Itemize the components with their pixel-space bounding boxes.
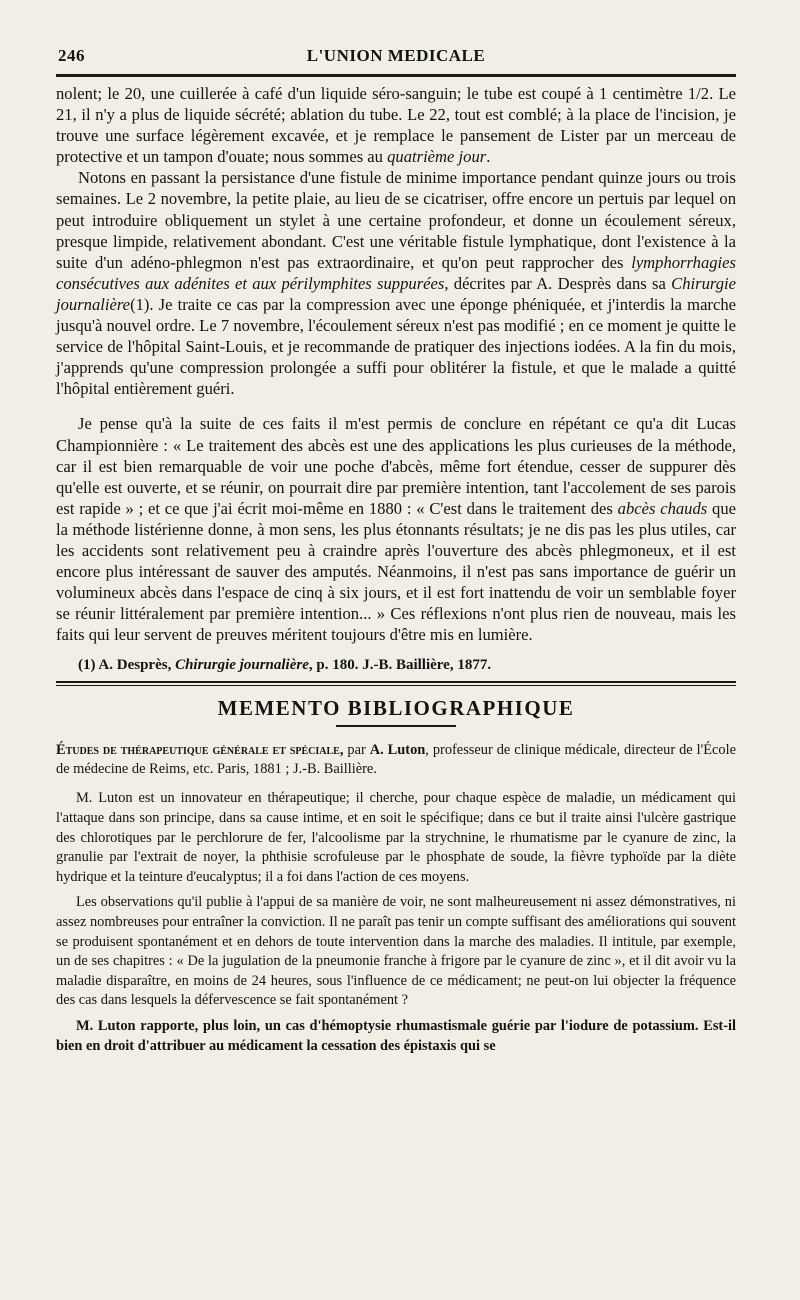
page-number: 246 [58,46,85,65]
running-head [56,40,736,68]
book-entry: Études de thérapeutique générale et spéciale, par A. Luton, professeur de clinique médicale, directeur de l'École de médecine de Reims, etc. Paris, 1881 ; J.-B. Baillière. [56,742,736,778]
book-review [56,789,736,1056]
review-paragraph: M. Luton rapporte, plus loin, un cas d'hémoptysie rhumastismale guérie par l'iodure de potassium. Est-il bien en droit d'attribuer au médicament la cessation des épistaxis qui se [56,1017,736,1054]
paragraph: Notons en passant la persistance d'une fistule de minime importance pendant quinze jours ou trois semaines. Le 2 novembre, la petite plaie, au lieu de se cicatriser, offre encore un pertuis par lequel on peut introduire obliquement un stylet à une certaine profondeur, et donne un écoulement séreux, presque limpide, relativement abondant. C'est une véritable fistule lymphatique, dont l'existence à la suite d'un adéno-phlegmon n'est pas extraordinaire, et qu'on peut rapprocher des lymphorrhagies consécutives aux adénites et aux périlymphites suppurées, décrites par A. Desprès dans sa Chirurgie journalière(1). Je traite ce cas par la compression avec une éponge phéniquée, et j'interdis la marche jusqu'à nouvel ordre. Le 7 novembre, l'écoulement séreux n'est pas modifié ; en ce moment je quitte le service de l'hôpital Saint-Louis, et je recommande de pratiquer des injections iodées. A la fin du mois, j'apprends qu'une compression prolongée a suffi pour oblitérer la fistule, et que le malade a quitté l'hôpital entièrement guéri. [56,168,736,399]
paragraph: Je pense qu'à la suite de ces faits il m'est permis de conclure en répétant ce qu'a dit Lucas Championnière : « Le traitement des abcès est une des applications les plus curieuses de la méthode, car il est bien remarquable de voir une poche d'abcès, même fort étendue, cesser de suppurer dès qu'elle est ouverte, et se réunir, on pourrait dire par première intention, tant l'accolement de ses parois est rapide » ; et ce que j'ai écrit moi-même en 1880 : « C'est dans le traitement des abcès chauds que la méthode listérienne donne, à mon sens, les plus étonnants résultats; je ne dis pas les plus utiles, car les accidents sont relativement peu à craindre après l'ouverture des abcès phlegmoneux, et il est encore plus intéressant de sauver des amputés. Néanmoins, il n'est pas sans importance de guérir un volumineux abcès dans l'espace de cinq à six jours, et il est fort inattendu de voir un semblable foyer se réunir littéralement par première intention... » Ces réflexions n'ont plus rien de nouveau, mais les faits qui leur servent de preuves méritent toujours d'être mis en lumière. [56,414,736,645]
section-rule [56,681,736,686]
title-underline [336,725,456,727]
review-paragraph: Les observations qu'il publie à l'appui de sa manière de voir, ne sont malheureusement ni assez démonstratives, ni assez nombreuses pour entraîner la conviction. Il ne paraît pas tenir un compte suffisant des améliorations qui souvent se produisent spontanément et en dehors de toute intervention dans la marche des maladies. Il intitule, par exemple, un de ses chapitres : « De la jugulation de la pneumonie franche à frigore par le cyanure de zinc », et il dit avoir vu la maladie disparaître, en moins de 24 heures, sous l'influence de ce médicament; ne peut-on lui objecter la fréquence des cas dans lesquels la défervescence se fait spontanément ? [56,894,736,1009]
journal-title: L'UNION MEDICALE [306,46,486,65]
footnote: (1) A. Desprès, Chirurgie journalière, p. 180. J.-B. Baillière, 1877. [78,657,492,674]
header-rule [56,74,736,77]
article-body [56,83,736,645]
review-paragraph: M. Luton est un innovateur en thérapeutique; il cherche, pour chaque espèce de maladie, un médicament qui l'attaque dans son principe, dans sa cause intime, et en soit le spécifique; dans ce but il traite ainsi l'ulcère gastrique des chlorotiques par le perchlorure de fer, l'alcoolisme par la strychnine, le rhumatisme par le cyanure de zinc, la granulie par l'extrait de noyer, la phthisie scrofuleuse par le phosphate de soude, la fièvre typhoïde par la diète hydrique et la teinture d'eucalyptus; il a foi dans l'action de ces moyens. [56,790,736,885]
paragraph: nolent; le 20, une cuillerée à café d'un liquide séro-sanguin; le tube est coupé à 1 centimètre 1/2. Le 21, il n'y a plus de liquide sécrété; ablation du tube. Le 22, tout est comblé; à la place de l'incision, je trouve une surface légèrement excavée, et je remplace le pansement de Lister par un merceau de protective et un tampon d'ouate; nous sommes au quatrième jour. [56,84,736,167]
section-title: MEMENTO BIBLIOGRAPHIQUE [217,696,575,721]
